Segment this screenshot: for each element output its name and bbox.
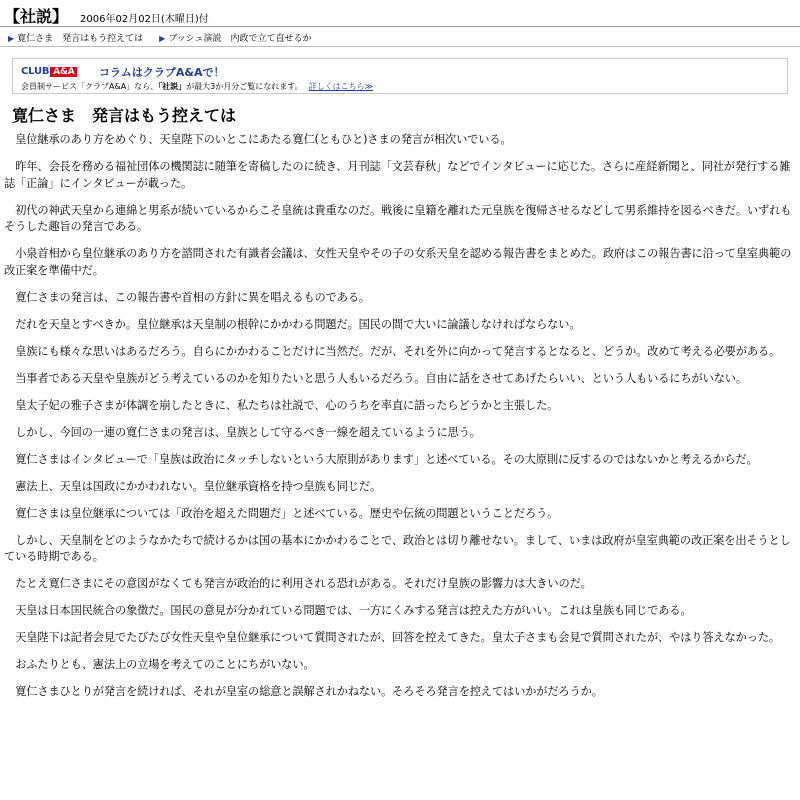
links-divider	[0, 46, 800, 47]
article-paragraph: おふたりとも、憲法上の立場を考えてのことにちがいない。	[15, 658, 315, 671]
article-paragraph: 天皇陛下は記者会見でたびたび女性天皇や皇位継承について質問されたが、回答を控えてきた。皇太子さまも会見で質問されたが、やはり答えなかった。	[15, 631, 781, 644]
section-label: 【社説】	[4, 7, 69, 26]
article-paragraph: 憲法上、天皇は国政にかかわれない。皇位継承資格を持つ皇族も同じだ。	[15, 479, 382, 493]
column-header	[4, 4, 209, 26]
article-paragraph: 皇位継承のあり方をめぐり、天皇陛下のいとこにあたる寛仁(ともひと)さまの発言が相次いでいる。	[15, 133, 512, 146]
article-paragraph: しかし、天皇制をどのようなかたちで続けるかは国の基本にかかわることで、政治とは切り離せない。まして、いまは政府が皇室典範の改正案を出そうとしている時期である。	[4, 533, 791, 563]
article-title: 寛仁さま 発言はもう控えては	[12, 106, 237, 125]
article-paragraph: 当事者である天皇や皇族がどう考えているのかを知りたいと思う人もいるだろう。自由に話をさせてあげたらいい、という人もいるにちがいない。	[15, 371, 747, 385]
article-paragraph: 初代の神武天皇から連綿と男系が続いているからこそ皇統は貴重なのだ。戦後に皇籍を離れた元皇族を復帰させるなどして男系維持を図るべきだ。いずれもそうした趣旨の発言である。	[4, 203, 792, 233]
club-aa-logo: CLUB A&A	[21, 66, 77, 77]
article-paragraph: 寛仁さまは皇位継承については「政治を超えた問題だ」と述べている。歴史や伝統の問題ということだろう。	[15, 506, 559, 520]
article-paragraph: 昨年、会長を務める福祉団体の機関誌に随筆を寄稿したのに続き、月刊誌「文芸春秋」などでインタビューに応じた。さらに産経新聞と、同社が発行する雑誌「正論」にインタビューが載った。	[4, 160, 791, 190]
article-paragraph: しかし、今回の一連の寛仁さまの発言は、皇族として守るべき一線を超えているように思う。	[15, 425, 481, 439]
club-aa-banner[interactable]	[12, 58, 788, 94]
article-paragraph: 小泉首相から皇位継承のあり方を諮問された有識者会議は、女性天皇やその子の女系天皇を認める報告書をまとめた。政府はこの報告書に沿って皇室典範の改正案を準備中だ。	[4, 247, 792, 277]
triangle-bullet-icon: ▶	[8, 34, 15, 43]
article-paragraph: 寛仁さまの発言は、この報告書や首相の方針に異を唱えるものである。	[15, 290, 370, 304]
triangle-bullet-icon: ▶	[159, 34, 166, 43]
club-aa-more-link[interactable]: 詳しくはこちら≫	[308, 82, 374, 91]
article-paragraph: 皇太子妃の雅子さまが体調を崩したときに、私たちは社説で、心のうちを率直に語ったらどうかと主張した。	[15, 398, 559, 412]
publish-date: 2006年02月02日(木曜日)付	[80, 14, 209, 25]
article-paragraph: たとえ寛仁さまにその意図がなくても発言が政治的に利用される恐れがある。それだけ皇族の影響力は大きいのだ。	[15, 577, 592, 590]
article-paragraph: 皇族にも様々な思いはあるだろう。自らにかかわることだけに当然だ。だが、それを外に向かって発言するとなると、どうか。改めて考える必要がある。	[15, 344, 781, 358]
article-body	[4, 132, 796, 711]
club-aa-description: 会員制サービス「クラブA&A」なら、「社説」が最大3か月分ご覧になれます。 詳しくはこちら≫	[21, 82, 374, 91]
article-link-bush[interactable]: ブッシュ演説 内政で立て直せるか	[168, 34, 312, 44]
article-links	[8, 31, 312, 44]
article-link-kanjin[interactable]: 寛仁さま 発言はもう控えては	[17, 34, 144, 44]
article-link-item[interactable]	[8, 31, 143, 44]
article-link-item[interactable]	[159, 31, 311, 44]
article-paragraph: 寛仁さまひとりが発言を続ければ、それが皇室の総意と誤解されかねない。そろそろ発言を控えてはいかがだろうか。	[15, 685, 603, 698]
article-paragraph: だれを天皇とすべきか。皇位継承は天皇制の根幹にかかわる問題だ。国民の間で大いに論議しなければならない。	[15, 317, 581, 331]
header-divider	[0, 26, 800, 27]
club-aa-headline: コラムはクラブA&Aで！	[99, 66, 225, 79]
article-paragraph: 寛仁さまはインタビューで「皇族は政治にタッチしないという大原則があります」と述べている。その大原則に反するのではないかと考えるからだ。	[15, 452, 758, 466]
article-paragraph: 天皇は日本国民統合の象徴だ。国民の意見が分かれている問題では、一方にくみする発言は控えた方がいい。これは皇族も同じである。	[15, 604, 692, 617]
